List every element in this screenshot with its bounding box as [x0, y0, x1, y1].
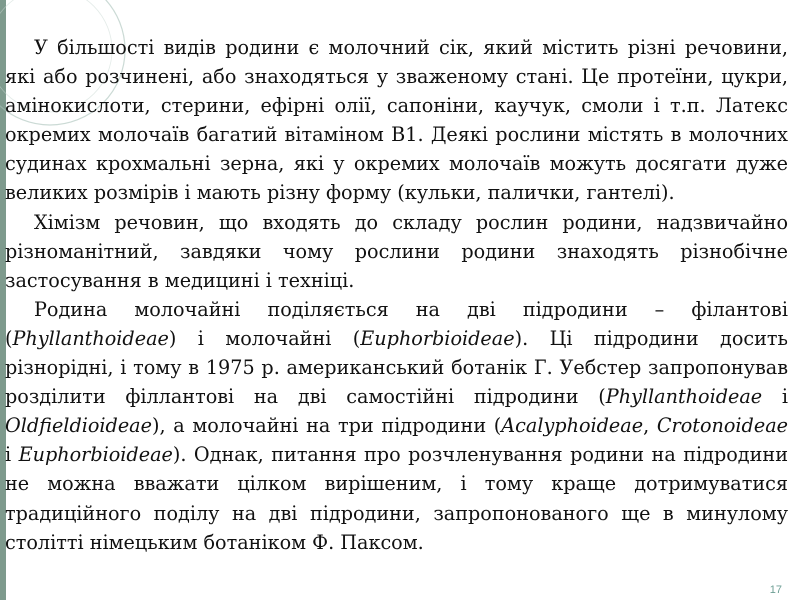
paragraph-3-text: і — [762, 385, 788, 409]
taxon-name: Acalyphoideae — [501, 414, 644, 438]
paragraph-3-text: Родина молочайні поділяється на дві підродини – філантові ( — [5, 297, 788, 350]
paragraph-1 — [5, 33, 788, 208]
taxon-name: Phyllanthoideae — [605, 385, 763, 409]
paragraph-2-text: Хімізм речовин, що входять до складу рослин родини, надзвичайно різноманітний, завдяки чому рослини родини знаходять різнобічне застосування в медицині і техніці. — [5, 210, 788, 292]
taxon-name: Euphorbioideae — [360, 326, 515, 350]
paragraph-1-text: У більшості видів родини є молочний сік, який містить різні речовини, які або розчинені, або знаходяться у зваженому стані. Це протеїни, цукри, амінокислоти, стерини, ефірні олії, сапоніни, каучук, смоли і т.п. Латекс окремих молочаїв багатий вітаміном В1. Деякі рослини містять в молочних судинах крохмальні зерна, які у окремих молочаїв можуть досягати дуже великих розмірів і мають різну форму (кульки, палички, гантелі). — [5, 36, 788, 205]
paragraph-3 — [5, 295, 788, 557]
paragraph-3-text: ). Ці підродини досить різнорідні, і тому в 1975 р. американський ботанік Г. Уебстер запропонував розділити філлантові на дві самостійні підродини ( — [5, 326, 788, 409]
paragraph-3-text: ), а молочайні на три підродини ( — [151, 414, 502, 438]
paragraph-2 — [5, 208, 788, 295]
document-body — [5, 33, 788, 557]
paragraph-3-text: ). Однак, питання про розчленування родини на підродини не можна вважати цілком вирішеним, і тому краще дотримуватися традиційного поділу на дві підродини, запропонованого ще в минулому столітті німецьким ботаніком Ф. Паксом. — [5, 443, 788, 554]
paragraph-3-text: і — [5, 443, 19, 467]
taxon-name: Phyllanthoideae — [12, 326, 169, 350]
taxon-name: Euphorbioideae — [18, 443, 173, 467]
page-number: 17 — [769, 584, 782, 596]
paragraph-3-text: ) і молочайні ( — [168, 326, 361, 350]
paragraph-3-text: , — [643, 414, 657, 438]
taxon-name: Oldfieldioideae — [5, 414, 152, 438]
taxon-name: Crotonoideae — [656, 414, 788, 438]
